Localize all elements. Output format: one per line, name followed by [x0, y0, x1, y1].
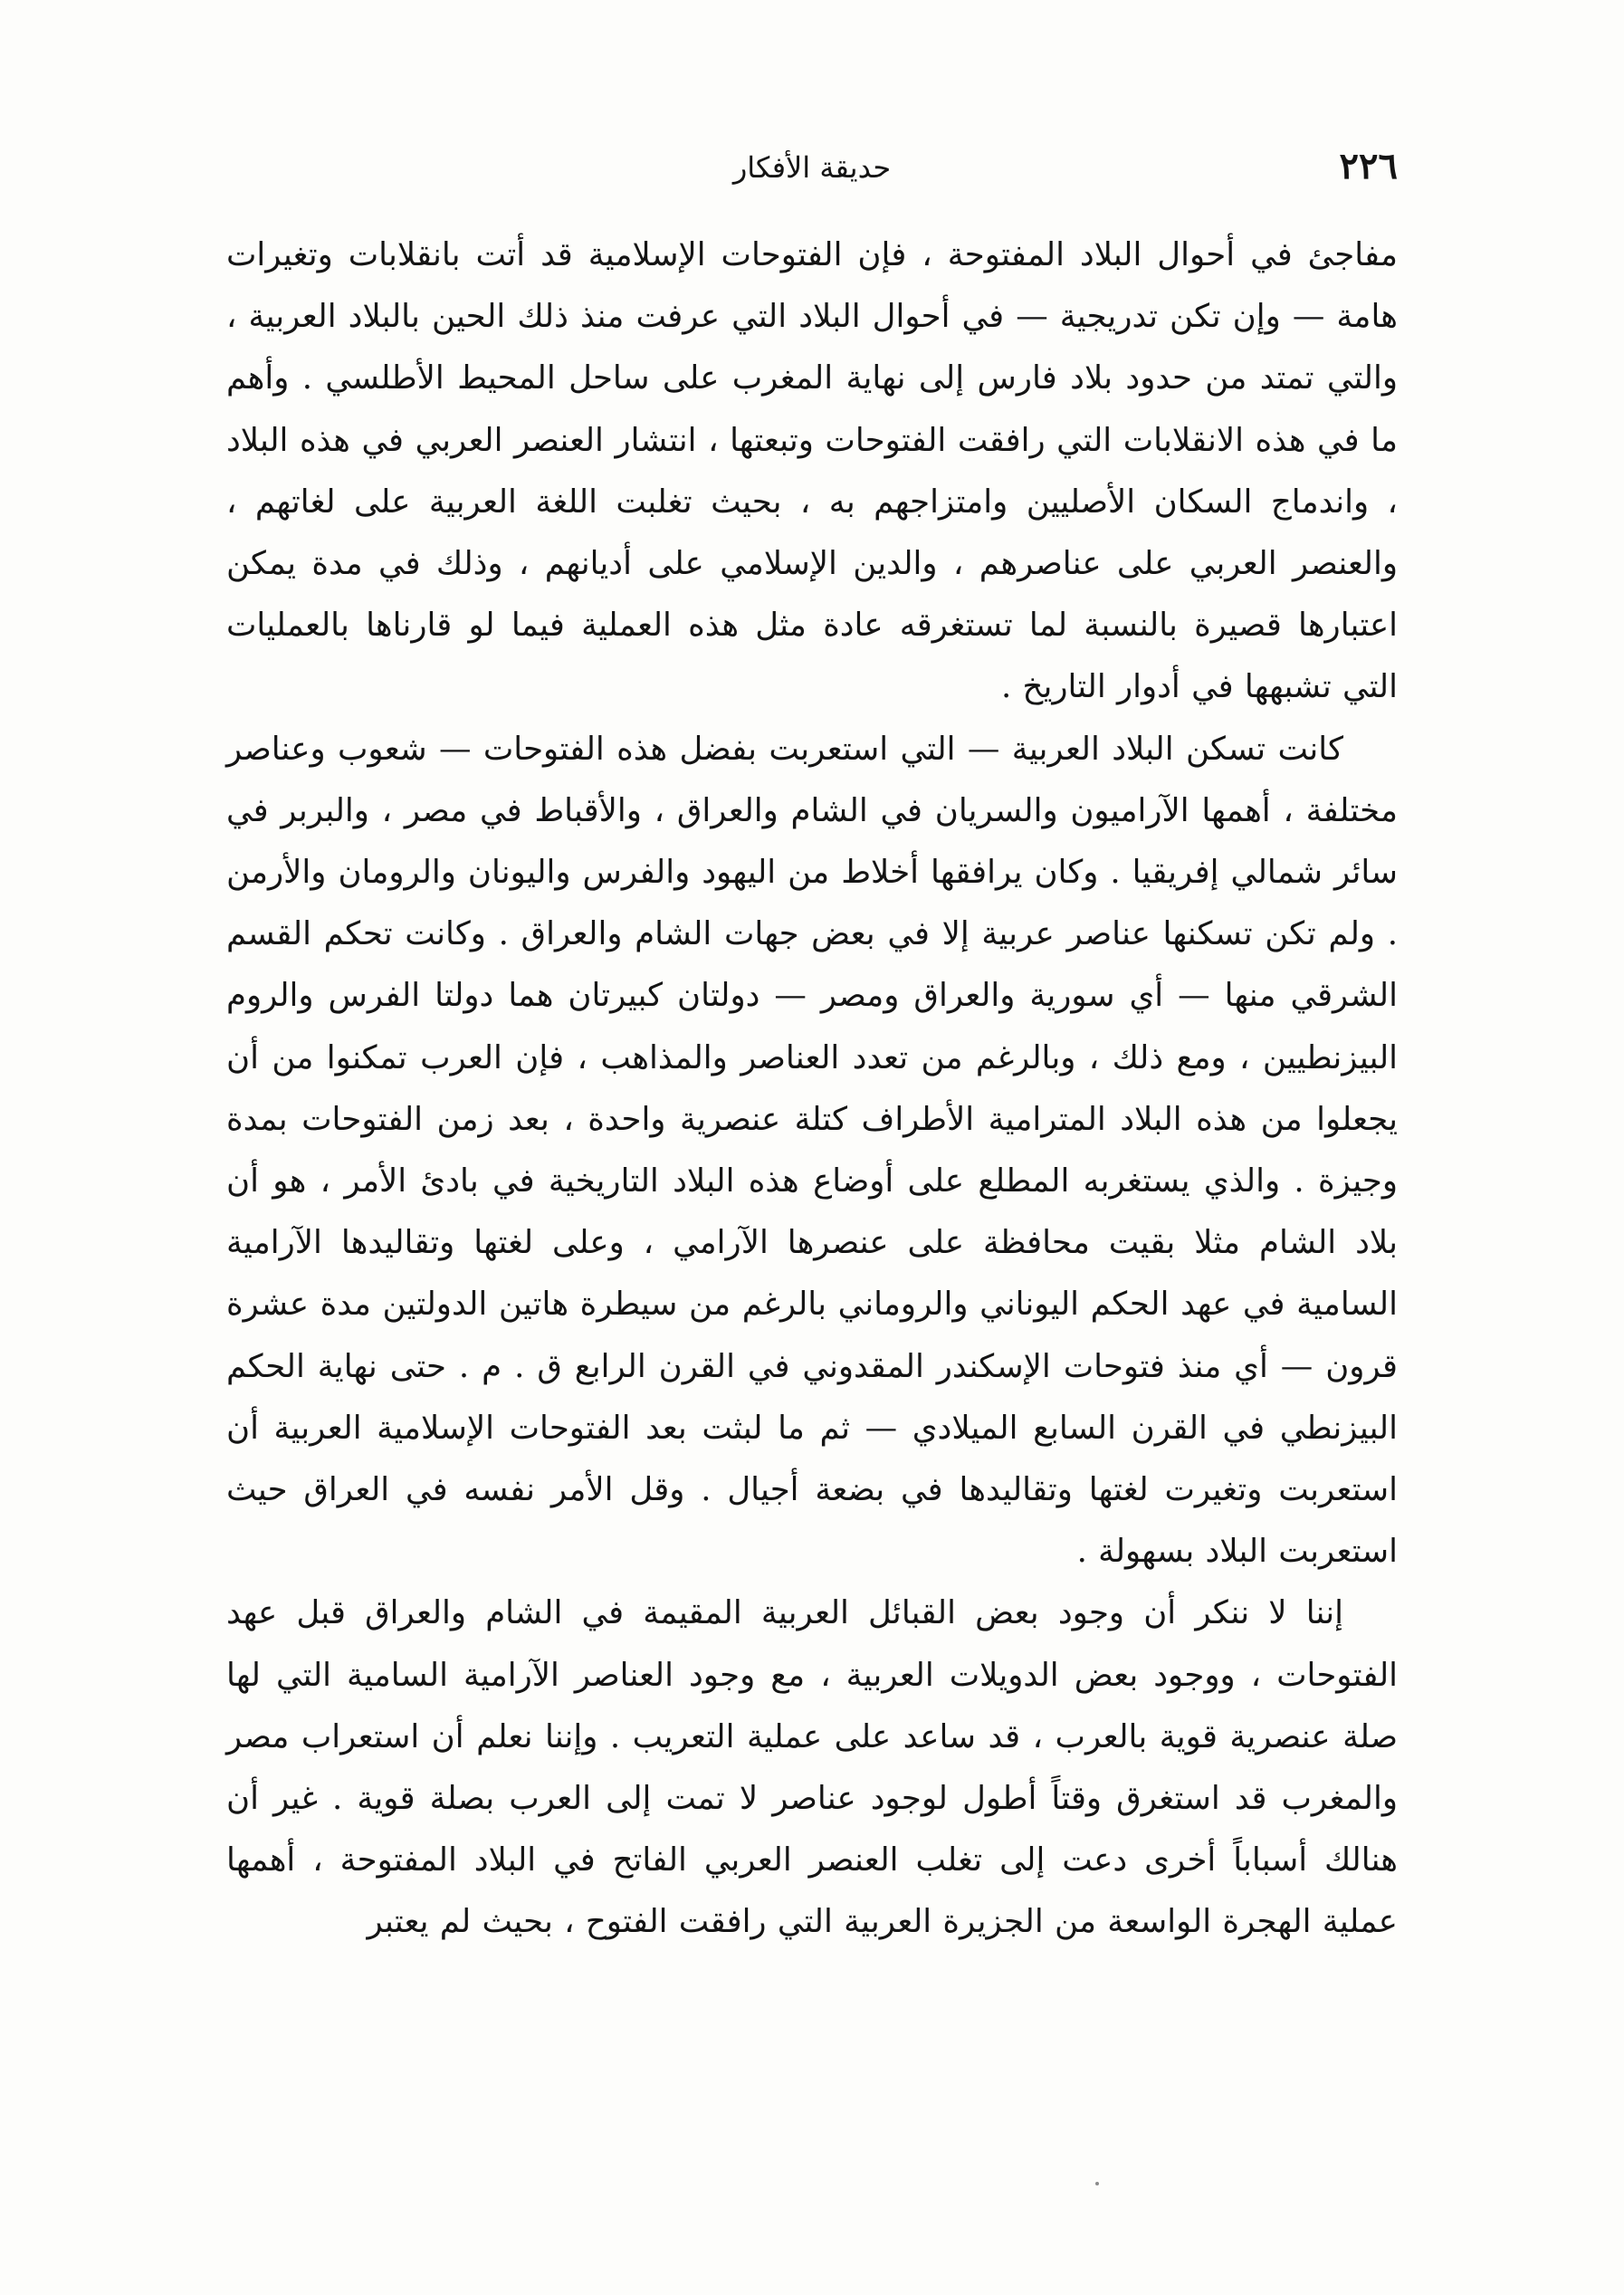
paper-speck [1095, 2182, 1099, 2185]
paragraph-arab-lands-peoples: كانت تسكن البلاد العربية — التي استعربت بفضل هذه الفتوحات — شعوب وعناصر مختلفة ، أهمها الآراميون والسريان في الشام والعراق ، والأقباط في مصر ، والبربر في سائر شمالي إفريقيا . وكان يرافقها أخلاط من اليهود والفرس واليونان والرومان والأرمن . ولم تكن تسكنها عناصر عربية إلا في بعض جهات الشام والعراق . وكانت تحكم القسم الشرقي منها — أي سورية والعراق ومصر — دولتان كبيرتان هما دولتا الفرس والروم البيزنطيين ، ومع ذلك ، وبالرغم من تعدد العناصر والمذاهب ، فإن العرب تمكنوا من أن يجعلوا من هذه البلاد المترامية الأطراف كتلة عنصرية واحدة ، بعد زمن الفتوحات بمدة وجيزة . والذي يستغربه المطلع على أوضاع هذه البلاد التاريخية في بادئ الأمر ، هو أن بلاد الشام مثلا بقيت محافظة على عنصرها الآرامي ، وعلى لغتها وتقاليدها الآرامية السامية في عهد الحكم اليوناني والروماني بالرغم من سيطرة هاتين الدولتين مدة عشرة قرون — أي منذ فتوحات الإسكندر المقدوني في القرن الرابع ق . م . حتى نهاية الحكم البيزنطي في القرن السابع الميلادي — ثم ما لبثت بعد الفتوحات الإسلامية العربية أن استعربت وتغيرت لغتها وتقاليدها في بضعة أجيال . وقل الأمر نفسه في العراق حيث استعربت البلاد بسهولة . [226, 730, 1398, 1571]
body-text [226, 225, 1398, 1954]
paragraph-arabization-causes: إننا لا ننكر أن وجود بعض القبائل العربية المقيمة في الشام والعراق قبل عهد الفتوحات ، ووجود بعض الدويلات العربية ، مع وجود العناصر الآرامية السامية التي لها صلة عنصرية قوية بالعرب ، قد ساعد على عملية التعريب . وإننا نعلم أن استعراب مصر والمغرب قد استغرق وقتاً أطول لوجود عناصر لا تمت إلى العرب بصلة قوية . غير أن هنالك أسباباً أخرى دعت إلى تغلب العنصر العربي الفاتح في البلاد المفتوحة ، أهمها عملية الهجرة الواسعة من الجزيرة العربية التي رافقت الفتوح ، بحيث لم يعتبر [226, 1594, 1398, 1941]
running-title: حديقة الأفكار [732, 150, 892, 185]
running-header [226, 145, 1398, 199]
page-number: ٢٢٦ [1339, 145, 1398, 187]
paragraph-continuation: مفاجئ في أحوال البلاد المفتوحة ، فإن الفتوحات الإسلامية قد أتت بانقلابات وتغيرات هامة — وإن تكن تدريجية — في أحوال البلاد التي عرفت منذ ذلك الحين بالبلاد العربية ، والتي تمتد من حدود بلاد فارس إلى نهاية المغرب على ساحل المحيط الأطلسي . وأهم ما في هذه الانقلابات التي رافقت الفتوحات وتبعتها ، انتشار العنصر العربي في هذه البلاد ، واندماج السكان الأصليين وامتزاجهم به ، بحيث تغلبت اللغة العربية على لغاتهم ، والعنصر العربي على عناصرهم ، والدين الإسلامي على أديانهم ، وذلك في مدة يمكن اعتبارها قصيرة بالنسبة لما تستغرقه عادة مثل هذه العملية فيما لو قارناها بالعمليات التي تشبهها في أدوار التاريخ . [226, 236, 1398, 706]
